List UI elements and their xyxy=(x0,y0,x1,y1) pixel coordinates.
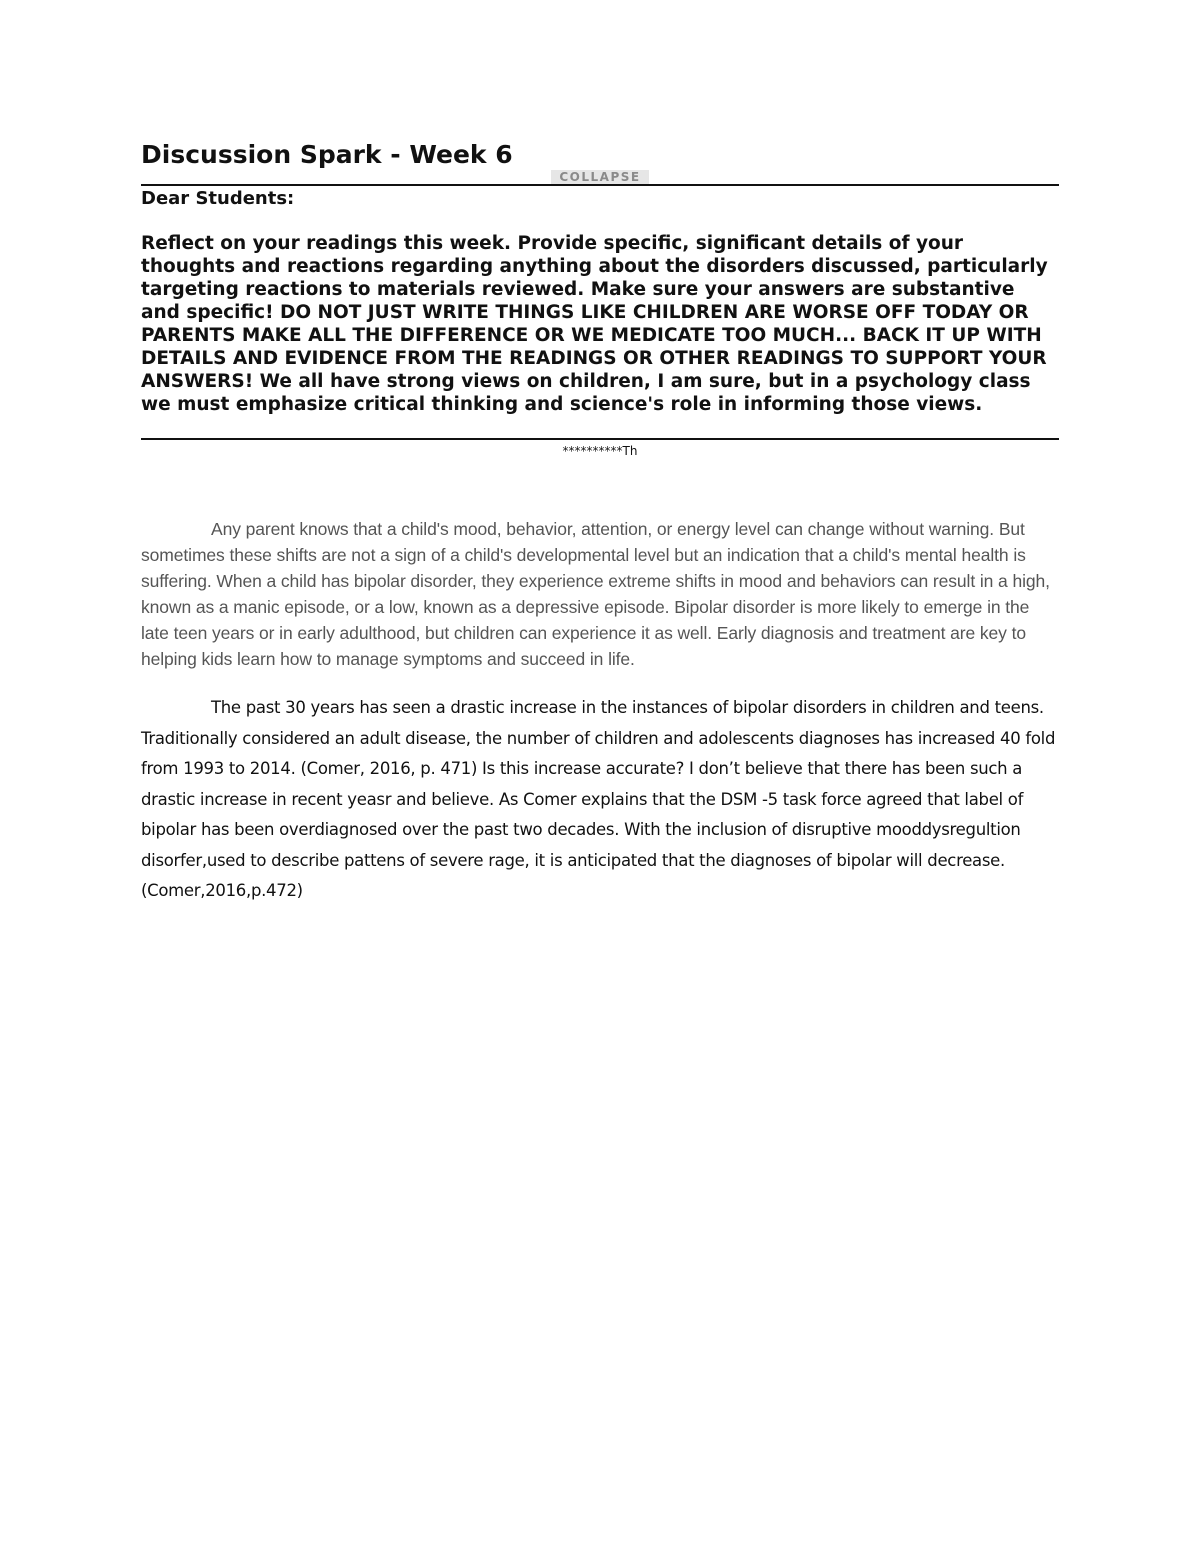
bottom-divider xyxy=(141,438,1059,440)
instructions-text: Reflect on your readings this week. Provide specific, significant details of your thoughts and reactions regarding anything about the disorders discussed, particularly targeting reactions to materials reviewed. Make sure your answers are substantive and specific! DO NOT JUST WRITE THINGS LIKE CHILDREN ARE WORSE OFF TODAY OR PARENTS MAKE ALL THE DIFFERENCE OR WE MEDICATE TOO MUCH... BACK IT UP WITH DETAILS AND EVIDENCE FROM THE READINGS OR OTHER READINGS TO SUPPORT YOUR ANSWERS! We all have strong views on children, I am sure, but in a psychology class we must emphasize critical thinking and science's role in informing those views. xyxy=(141,233,1048,415)
response-paragraph-1: Any parent knows that a child's mood, behavior, attention, or energy level can change without warning. But sometimes these shifts are not a sign of a child's developmental level but an indication that a child's mental health is suffering. When a child has bipolar disorder, they experience extreme shifts in mood and behaviors can result in a high, known as a manic episode, or a low, known as a depressive episode. Bipolar disorder is more likely to emerge in the late teen years or in early adulthood, but children can experience it as well. Early diagnosis and treatment are key to helping kids learn how to manage symptoms and succeed in life. xyxy=(141,519,1050,669)
document-page xyxy=(141,138,1059,907)
response-paragraph-2: The past 30 years has seen a drastic increase in the instances of bipolar disorders in children and teens. Traditionally considered an adult disease, the number of children and adolescents diagnoses has increased 40 fold from 1993 to 2014. (Comer, 2016, p. 471) Is this increase accurate? I don’t believe that there has been such a drastic increase in recent yeasr and believe. As Comer explains that the DSM -5 task force agreed that label of bipolar has been overdiagnosed over the past two decades. With the inclusion of disruptive mooddysregultion disorfer,used to describe pattens of severe rage, it is anticipated that the diagnoses of bipolar will decrease. (Comer,2016,p.472) xyxy=(141,698,1056,900)
page-title: Discussion Spark - Week 6 xyxy=(141,140,513,169)
top-divider xyxy=(141,184,1059,186)
collapse-row xyxy=(141,170,1059,184)
greeting-text: Dear Students: xyxy=(141,188,295,209)
collapse-button[interactable]: COLLAPSE xyxy=(551,170,649,184)
separator-text: **********Th xyxy=(562,444,638,458)
